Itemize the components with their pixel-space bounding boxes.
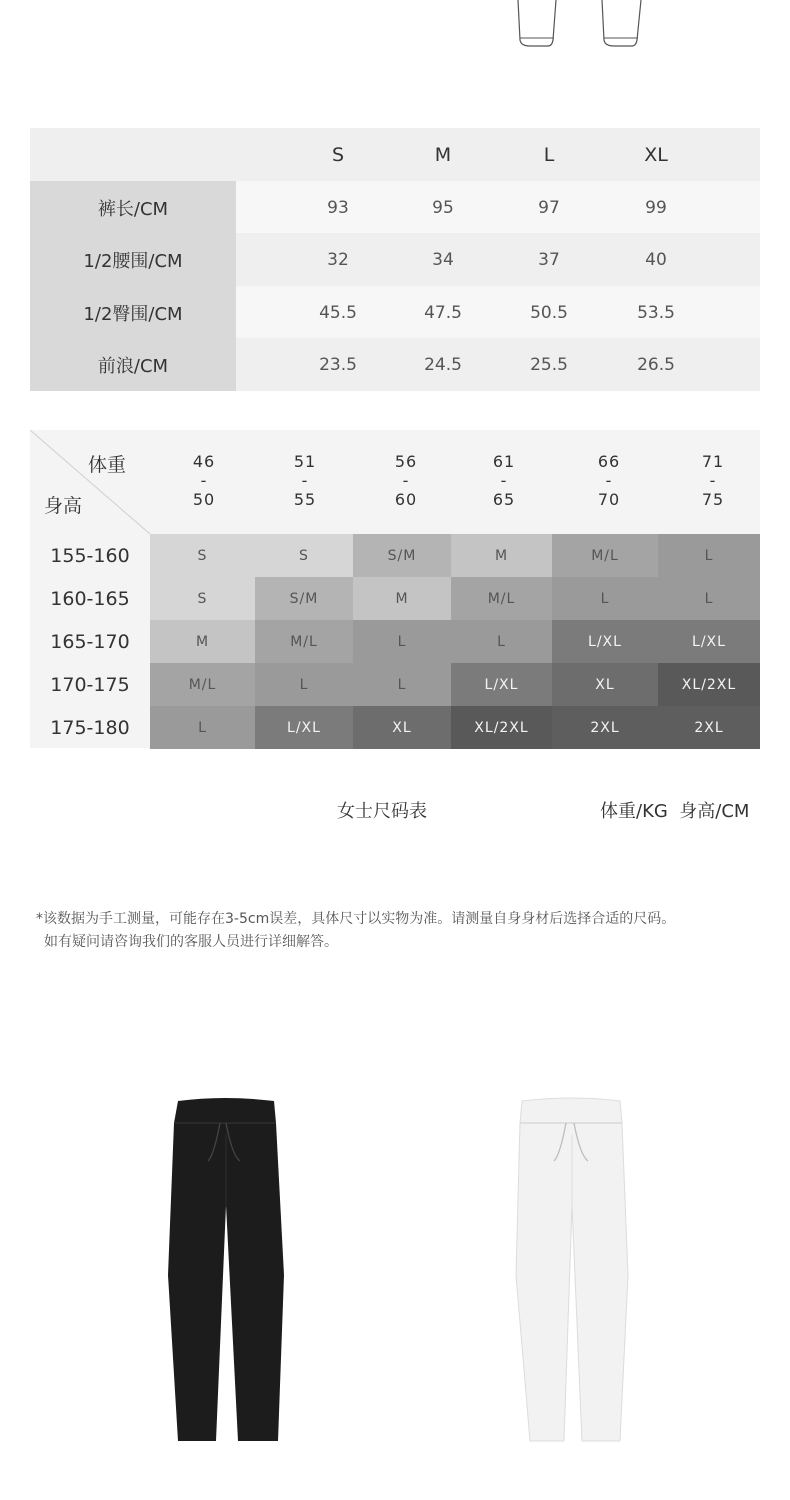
height-range-label: 175-180 [50, 716, 130, 739]
table-cell: 97 [538, 197, 560, 218]
height-range-label: 170-175 [50, 673, 130, 696]
weight-range-header: 56 - 60 [394, 452, 418, 509]
table-cell: 40 [645, 249, 667, 270]
measurement-header-row [30, 128, 760, 181]
size-cell: L/XL [658, 620, 760, 663]
weight-range-header: 71 - 75 [701, 452, 725, 509]
size-cell: XL [552, 663, 658, 706]
size-recommendation-chart [30, 430, 760, 748]
size-header-l: L [543, 143, 555, 166]
size-cell: 2XL [658, 706, 760, 749]
table-cell: 45.5 [319, 302, 357, 323]
measurement-table [30, 128, 760, 391]
table-cell: 37 [538, 249, 560, 270]
row-label: 1/2臀围/CM [30, 286, 236, 339]
black-pants-image [160, 1095, 288, 1445]
size-cell: M [451, 534, 552, 577]
table-cell: 53.5 [637, 302, 675, 323]
size-cell: M [353, 577, 451, 620]
size-cell: M/L [255, 620, 353, 663]
size-cell: L/XL [451, 663, 552, 706]
disclaimer-line: 如有疑问请咨询我们的客服人员进行详细解答。 [44, 934, 338, 950]
size-cell: XL/2XL [658, 663, 760, 706]
size-cell: M/L [451, 577, 552, 620]
weight-range-header: 61 - 65 [492, 452, 516, 509]
measurement-disclaimer [36, 908, 675, 954]
pants-outline-illustration [500, 0, 660, 52]
size-cell: L [451, 620, 552, 663]
size-cell: L/XL [255, 706, 353, 749]
table-row [30, 233, 760, 286]
table-row [30, 286, 760, 339]
row-label: 1/2腰围/CM [30, 233, 236, 286]
weight-axis-label: 体重 [88, 454, 127, 476]
row-label: 前浪/CM [30, 338, 236, 391]
height-range-label: 160-165 [50, 587, 130, 610]
size-cell: S/M [353, 534, 451, 577]
size-cell: L [658, 534, 760, 577]
size-cell: S [255, 534, 353, 577]
size-cell: XL [353, 706, 451, 749]
row-label: 裤长/CM [30, 181, 236, 234]
size-cell: L [150, 706, 255, 749]
size-cell: S [150, 577, 255, 620]
height-range-label: 155-160 [50, 544, 130, 567]
size-header-s: S [331, 143, 345, 166]
table-cell: 47.5 [424, 302, 462, 323]
size-cell: M [150, 620, 255, 663]
size-cell: L/XL [552, 620, 658, 663]
units-label: 体重/KG 身高/CM [600, 801, 750, 822]
diagonal-divider [30, 430, 150, 534]
table-cell: 32 [327, 249, 349, 270]
size-cell: XL/2XL [451, 706, 552, 749]
size-cell: S [150, 534, 255, 577]
weight-range-header: 66 - 70 [597, 452, 621, 509]
size-cell: L [353, 620, 451, 663]
table-cell: 99 [645, 197, 667, 218]
size-cell: L [658, 577, 760, 620]
size-cell: 2XL [552, 706, 658, 749]
disclaimer-line: *该数据为手工测量，可能存在3-5cm误差，具体尺寸以实物为准。请测量自身身材后选择合适的尺码。 [36, 911, 676, 927]
size-cell: L [255, 663, 353, 706]
weight-range-header: 51 - 55 [293, 452, 317, 509]
table-cell: 95 [432, 197, 454, 218]
size-cell: L [353, 663, 451, 706]
size-cell: L [552, 577, 658, 620]
size-cell: M/L [552, 534, 658, 577]
height-axis-label: 身高 [44, 495, 83, 517]
size-header-m: M [434, 143, 452, 166]
weight-range-header: 46 - 50 [192, 452, 216, 509]
chart-title: 女士尺码表 [337, 801, 427, 822]
table-cell: 24.5 [424, 354, 462, 375]
table-cell: 34 [432, 249, 454, 270]
table-cell: 23.5 [319, 354, 357, 375]
size-header-xl: XL [644, 143, 668, 166]
white-pants-image [508, 1095, 636, 1445]
size-cell: M/L [150, 663, 255, 706]
table-row [30, 338, 760, 391]
height-range-label: 165-170 [50, 630, 130, 653]
table-row [30, 181, 760, 234]
table-cell: 93 [327, 197, 349, 218]
table-cell: 26.5 [637, 354, 675, 375]
size-cell: S/M [255, 577, 353, 620]
table-cell: 50.5 [530, 302, 568, 323]
table-cell: 25.5 [530, 354, 568, 375]
